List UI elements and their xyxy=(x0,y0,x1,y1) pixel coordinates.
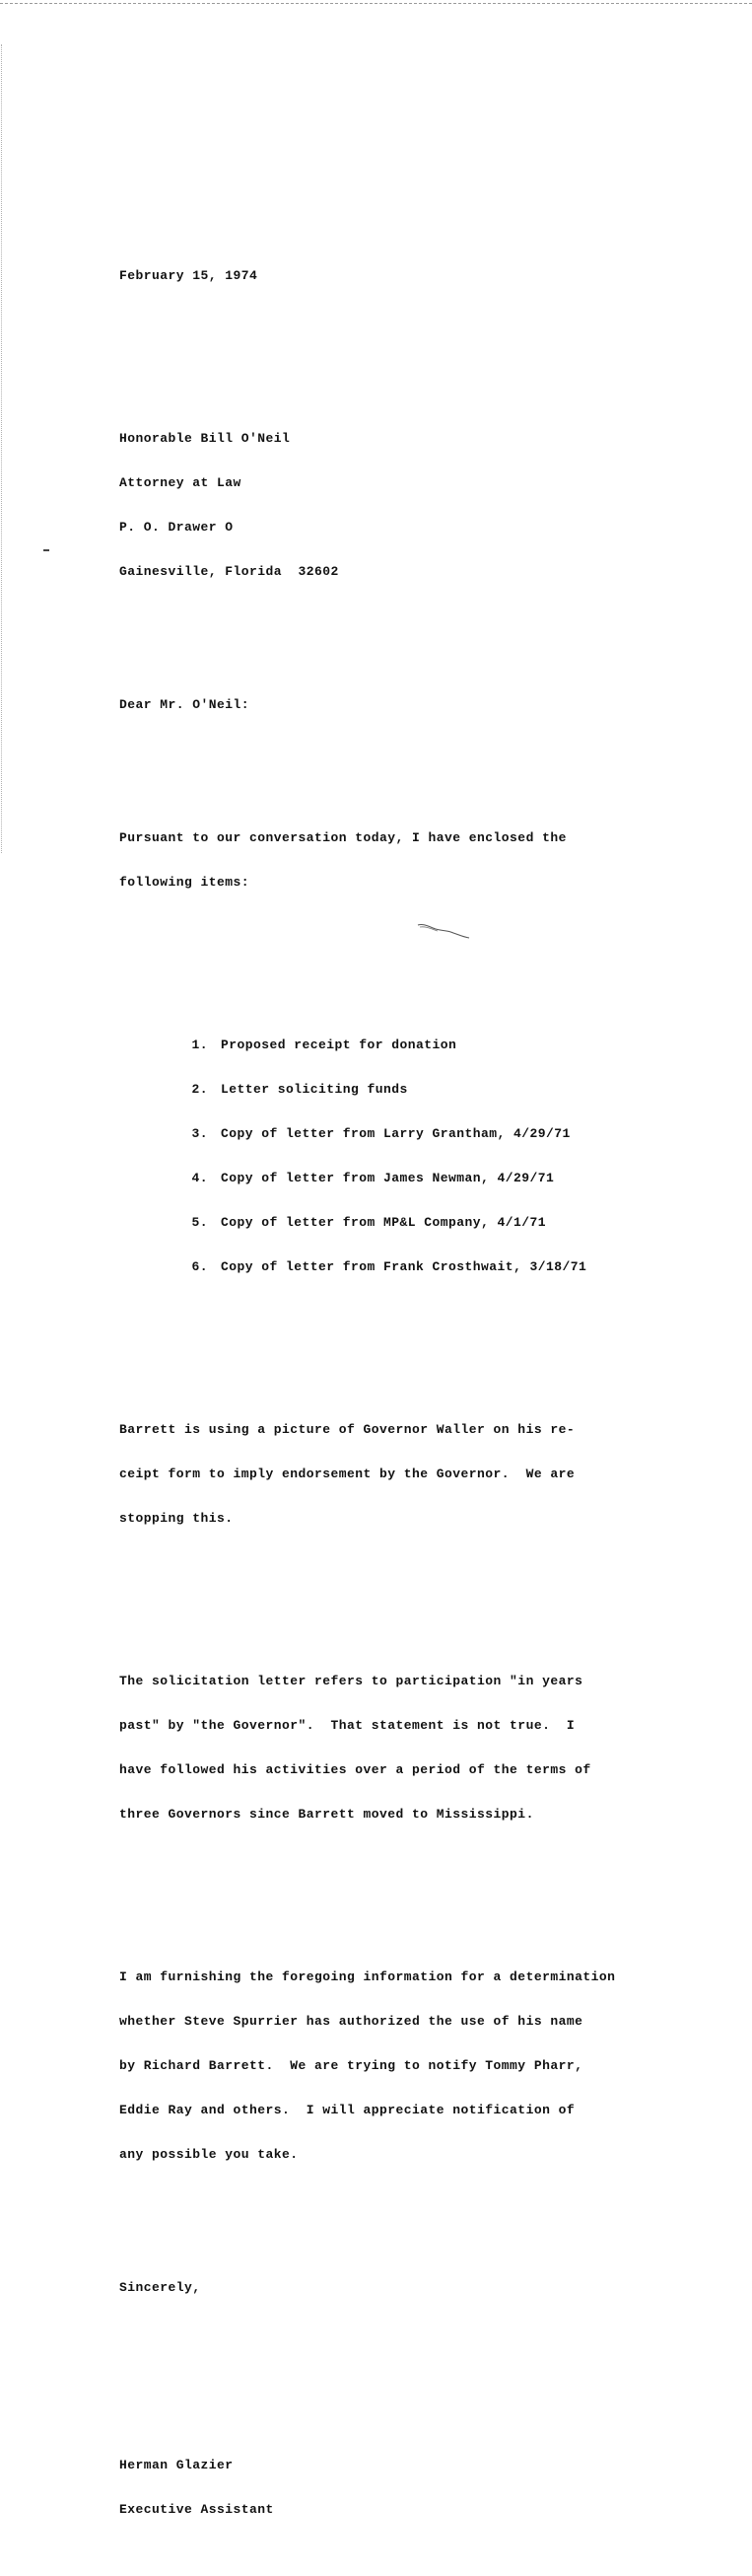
list-item xyxy=(119,1126,691,1141)
recipient-title: Attorney at Law xyxy=(119,475,241,490)
signer-name: Herman Glazier xyxy=(119,2458,234,2472)
page-top-border xyxy=(0,3,752,4)
paragraph-line: Barrett is using a picture of Governor Waller on his re- xyxy=(119,1422,576,1437)
letter-date: February 15, 1974 xyxy=(119,268,258,283)
paragraph-line: have followed his activities over a period of the terms of xyxy=(119,1762,591,1777)
paragraph-line: The solicitation letter refers to participation "in years xyxy=(119,1674,583,1688)
list-item xyxy=(119,1171,691,1185)
recipient-address xyxy=(119,401,691,608)
paragraph-line: any possible you take. xyxy=(119,2147,299,2162)
paragraph-determination xyxy=(119,1940,691,2191)
salutation: Dear Mr. O'Neil: xyxy=(119,697,250,712)
paragraph-line: ceipt form to imply endorsement by the Governor. We are xyxy=(119,1467,576,1481)
list-item-number: 1. xyxy=(191,1038,208,1052)
margin-mark xyxy=(43,549,49,551)
signature-block xyxy=(119,2428,691,2546)
closing: Sincerely, xyxy=(119,2280,201,2295)
paragraph-line: following items: xyxy=(119,875,250,890)
letter-body xyxy=(119,239,691,2576)
list-item-text: Copy of letter from James Newman, 4/29/71 xyxy=(221,1171,555,1185)
list-item-number: 6. xyxy=(191,1259,208,1274)
list-item-text: Copy of letter from MP&L Company, 4/1/71 xyxy=(221,1215,547,1230)
intro-paragraph xyxy=(119,801,691,919)
list-item-number: 2. xyxy=(191,1082,208,1097)
paragraph-line: past" by "the Governor". That statement is not true. I xyxy=(119,1718,576,1733)
list-item-text: Copy of letter from Larry Grantham, 4/29/71 xyxy=(221,1126,571,1141)
list-item xyxy=(119,1215,691,1230)
recipient-address-line1: P. O. Drawer O xyxy=(119,520,234,535)
recipient-name: Honorable Bill O'Neil xyxy=(119,431,291,446)
recipient-address-line2: Gainesville, Florida 32602 xyxy=(119,564,339,579)
list-item-number: 3. xyxy=(191,1126,208,1141)
scribble-mark xyxy=(414,917,473,941)
paragraph-solicitation xyxy=(119,1644,691,1851)
list-item-text: Copy of letter from Frank Crosthwait, 3/18/71 xyxy=(221,1259,587,1274)
list-item-text: Proposed receipt for donation xyxy=(221,1038,457,1052)
list-item-number: 5. xyxy=(191,1215,208,1230)
paragraph-line: stopping this. xyxy=(119,1511,234,1526)
paragraph-line: Pursuant to our conversation today, I have enclosed the xyxy=(119,830,567,845)
paragraph-line: whether Steve Spurrier has authorized the use of his name xyxy=(119,2014,583,2029)
paragraph-line: Eddie Ray and others. I will appreciate notification of xyxy=(119,2103,576,2117)
paragraph-line: by Richard Barrett. We are trying to notify Tommy Pharr, xyxy=(119,2058,583,2073)
enclosure-list xyxy=(119,1008,691,1304)
paragraph-receipt-form xyxy=(119,1393,691,1555)
list-item-number: 4. xyxy=(191,1171,208,1185)
list-item xyxy=(119,1082,691,1097)
list-item xyxy=(119,1259,691,1274)
paragraph-line: I am furnishing the foregoing information for a determination xyxy=(119,1969,616,1984)
signer-title: Executive Assistant xyxy=(119,2502,274,2517)
paragraph-line: three Governors since Barrett moved to Mississippi. xyxy=(119,1807,534,1822)
list-item xyxy=(119,1038,691,1052)
list-item-text: Letter soliciting funds xyxy=(221,1082,408,1097)
page-left-edge xyxy=(1,44,2,853)
